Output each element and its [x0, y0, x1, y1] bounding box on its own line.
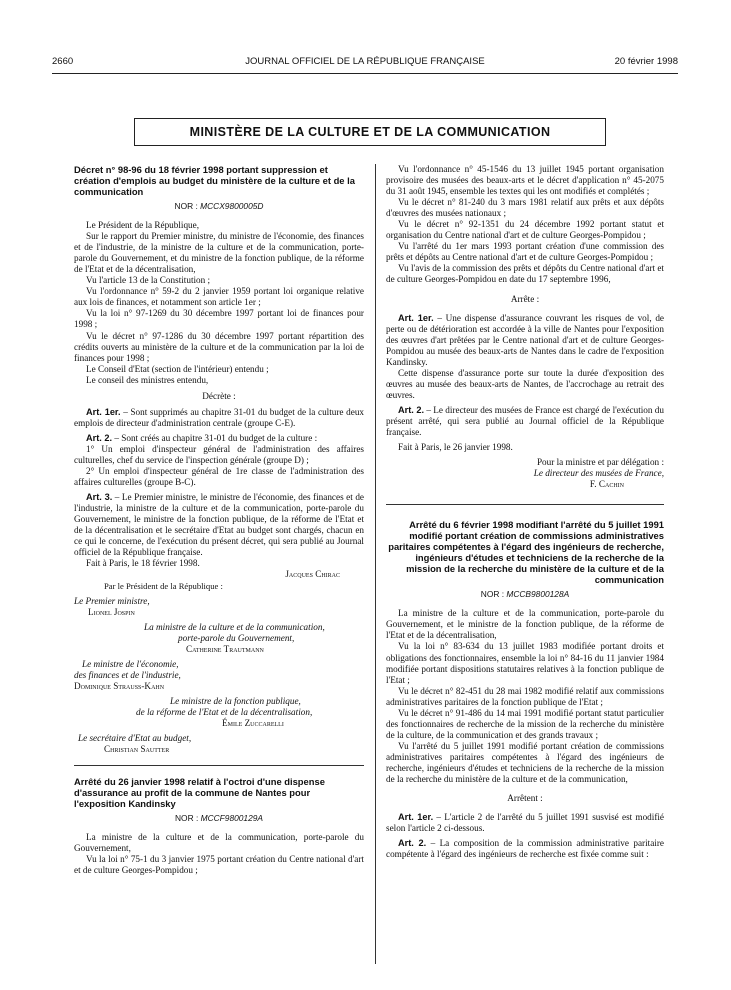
signatory-name: Catherine Trautmann	[186, 643, 264, 654]
decree-para: Le conseil des ministres entendu,	[86, 374, 209, 385]
signatory-name: Dominique Strauss-Kahn	[74, 680, 165, 691]
arrete-nor: NOR : MCCF9800129A	[175, 813, 263, 824]
column-divider	[375, 164, 376, 964]
signature-name: Jacques Chirac	[285, 569, 340, 580]
decree-article-2: Art. 2. – Sont créés au chapitre 31-01 du budget de la culture :	[86, 432, 318, 443]
signatory-name: Lionel Jospin	[88, 606, 135, 617]
signatory-name: Émile Zuccarelli	[222, 718, 284, 729]
ministry-box	[134, 118, 606, 146]
arrete-article-2: Art. 2. – Le directeur des musées de France est chargé de l'exécution du présent arrêté, qui sera publié au Journal officiel de la République française.	[386, 404, 664, 438]
decree-title: Décret n° 98-96 du 18 février 1998 portant suppression et création d'emplois au budget du ministère de la culture et de la communication	[74, 164, 355, 197]
decree-para: Vu le décret n° 97-1286 du 30 décembre 1997 portant répartition des crédits ouverts au ministère de la culture et de la communication par la loi de finances pour 1998 ;	[74, 330, 364, 363]
signatory-title: Le secrétaire d'Etat au budget,	[78, 733, 192, 744]
arrete-sig-2: Le directeur des musées de France,	[533, 468, 664, 479]
arrete2-para: Vu le décret n° 91-486 du 14 mai 1991 modifié portant statut particulier des fonctionnaires de recherche de la mission de la recherche du ministère de la culture, de la communication et des grands travaux ;	[386, 707, 664, 740]
running-header	[52, 56, 678, 70]
arrete-para: Vu l'avis de la commission des prêts et dépôts du Centre national d'art et de culture Georges-Pompidou en date du 17 septembre 1996,	[386, 263, 664, 285]
decree-article-2-item: 2° Un emploi d'inspecteur général de 1re classe de l'administration des affaires culturelles (groupe B-C).	[74, 466, 364, 488]
arrete2-article-1: Art. 1er. – L'article 2 de l'arrêté du 5 juillet 1991 susvisé est modifié selon l'article 2 ci-dessous.	[386, 812, 665, 834]
arrete2-arretent: Arrêtent :	[507, 793, 543, 804]
decree-article-2-item: 1° Un emploi d'inspecteur général de l'administration des affaires culturelles, chef du service de l'inspection générale (groupe D) ;	[74, 443, 364, 465]
decree-para: Le Président de la République,	[86, 220, 200, 231]
ministry-heading: MINISTÈRE DE LA CULTURE ET DE LA COMMUNICATION	[189, 125, 551, 139]
decree-done: Fait à Paris, le 18 février 1998.	[86, 558, 200, 569]
signatory-title: Le ministre de la fonction publique,	[170, 695, 301, 706]
signatory-title: La ministre de la culture et de la communication,	[144, 621, 325, 632]
decree-para: Vu l'ordonnance n° 59-2 du 2 janvier 1959 portant loi organique relative aux lois de finances, et notamment son article 1er ;	[74, 286, 364, 308]
arrete-para: Vu l'arrêté du 1er mars 1993 portant création d'une commission des prêts et dépôts au Centre national d'art et de culture Georges-Pompidou ;	[386, 241, 664, 263]
decree-para: Le Conseil d'Etat (section de l'intérieur) entendu ;	[86, 363, 269, 374]
signatory-name: Christian Sautter	[104, 744, 170, 755]
journal-title: JOURNAL OFFICIEL DE LA RÉPUBLIQUE FRANÇAISE	[245, 56, 485, 67]
arrete2-para: Vu l'arrêté du 5 juillet 1991 modifié portant création de commissions administratives paritaires compétentes à l'égard des ingénieurs de recherche, ingénieurs d'études et techniciens de la recherche de la mission de la recherche du ministère de la culture et de la communication,	[386, 740, 664, 785]
arrete2-para: La ministre de la culture et de la communication, porte-parole du Gouvernement, et le ministre de la fonction publique, de la réforme de l'Etat et de la décentralisation,	[386, 608, 664, 641]
signatory-title: porte-parole du Gouvernement,	[178, 632, 295, 643]
arrete-para: Cette dispense d'assurance porte sur toute la durée d'exposition des œuvres au musée des beaux-arts de Nantes, de l'accrochage au retrait des œuvres.	[386, 367, 664, 400]
arrete-para: La ministre de la culture et de la communication, porte-parole du Gouvernement,	[74, 832, 364, 854]
arrete2-title: Arrêté du 6 février 1998 modifiant l'arrêté du 5 juillet 1991 modifié portant création de commissions administratives paritaires compétentes à l'égard des ingénieurs de recherche, ingénieurs d'études et techniciens de la recherche de la mission de la recherche du ministère de la culture et de la communication	[388, 519, 664, 586]
left-column	[74, 164, 364, 876]
signatory-title: de la réforme de l'Etat et de la décentralisation,	[136, 706, 313, 717]
arrete-article-1: Art. 1er. – Une dispense d'assurance couvrant les risques de vol, de perte ou de détérioration est accordée à la ville de Nantes pour l'exposition des œuvres d'art prêtées par le Centre national d'art et de culture Georges-Pompidou au musée des beaux-arts de Nantes dans le cadre de l'exposition Kandinsky.	[386, 312, 664, 367]
arrete2-article-2: Art. 2. – La composition de la commission administrative paritaire compétente à l'égard des ingénieurs de recherche est fixée comme suit :	[386, 838, 664, 860]
arrete-sig-1: Pour la ministre et par délégation :	[536, 457, 664, 468]
signatory-title: Le Premier ministre,	[74, 595, 150, 606]
arrete2-nor: NOR : MCCB9800128A	[480, 589, 570, 600]
decree-article-1: Art. 1er. – Sont supprimés au chapitre 31-01 du budget de la culture deux emplois de directeur d'administration centrale (groupe C-E).	[74, 406, 365, 428]
arrete-para: Vu l'ordonnance n° 45-1546 du 13 juillet 1945 portant organisation provisoire des musées des beaux-arts et le décret d'application n° 45-2075 du 31 août 1945, ensemble les textes qui les ont modifiés et complétés ;	[386, 164, 664, 197]
decree-para: Vu la loi n° 97-1269 du 30 décembre 1997 portant loi de finances pour 1998 ;	[74, 308, 364, 330]
arrete-para: Vu la loi n° 75-1 du 3 janvier 1975 portant création du Centre national d'art et de culture Georges-Pompidou ;	[74, 854, 364, 876]
decree-decrete: Décrète :	[202, 390, 236, 401]
arrete-arrete: Arrête :	[510, 293, 540, 304]
issue-date: 20 février 1998	[614, 56, 678, 67]
header-rule	[52, 73, 678, 74]
decree-nor: NOR : MCCX9800005D	[174, 201, 264, 211]
arrete2-para: Vu le décret n° 82-451 du 28 mai 1982 modifié relatif aux commissions administratives paritaires de la fonction publique de l'Etat ;	[386, 685, 664, 707]
signatory-title: des finances et de l'industrie,	[74, 669, 181, 680]
decree-para: Vu l'article 13 de la Constitution ;	[86, 275, 211, 286]
arrete-title: Arrêté du 26 janvier 1998 relatif à l'octroi d'une dispense d'assurance au profit de la commune de Nantes pour l'exposition Kandinsky	[74, 776, 325, 810]
arrete-para: Vu le décret n° 81-240 du 3 mars 1981 relatif aux prêts et aux dépôts d'œuvres des musées nationaux ;	[386, 197, 664, 219]
right-column	[386, 164, 664, 860]
signature-by: Par le Président de la République :	[104, 580, 223, 591]
arrete2-para: Vu la loi n° 83-634 du 13 juillet 1983 modifiée portant droits et obligations des fonctionnaires, ensemble la loi n° 84-16 du 11 janvier 1984 modifiée portant dispositions statutaires relatives à la fonction publique de l'Etat ;	[386, 641, 664, 685]
arrete-para: Vu le décret n° 92-1351 du 24 décembre 1992 portant statut et organisation du Centre national d'art et de culture Georges-Pompidou ;	[386, 219, 664, 241]
signatory-title: Le ministre de l'économie,	[82, 658, 179, 669]
page-number: 2660	[52, 56, 74, 67]
arrete-done: Fait à Paris, le 26 janvier 1998.	[398, 442, 513, 453]
arrete-sig-name: F. Cachin	[589, 479, 624, 490]
decree-para: Sur le rapport du Premier ministre, du ministre de l'économie, des finances et de l'industrie, de la ministre de la culture et de la communication, porte-parole du Gouvernement, et du ministre de la fonction publique, de la réforme de l'Etat et de la décentralisation,	[74, 231, 364, 275]
decree-article-3: Art. 3. – Le Premier ministre, le ministre de l'économie, des finances et de l'industrie, la ministre de la culture et de la communication, porte-parole du Gouvernement, le ministre de la fonction publique, de la réforme de l'Etat et de la décentralisation et le secrétaire d'Etat au budget sont chargés, chacun en ce qui le concerne, de l'exécution du présent décret, qui sera publié au Journal officiel de la République française.	[74, 492, 364, 558]
